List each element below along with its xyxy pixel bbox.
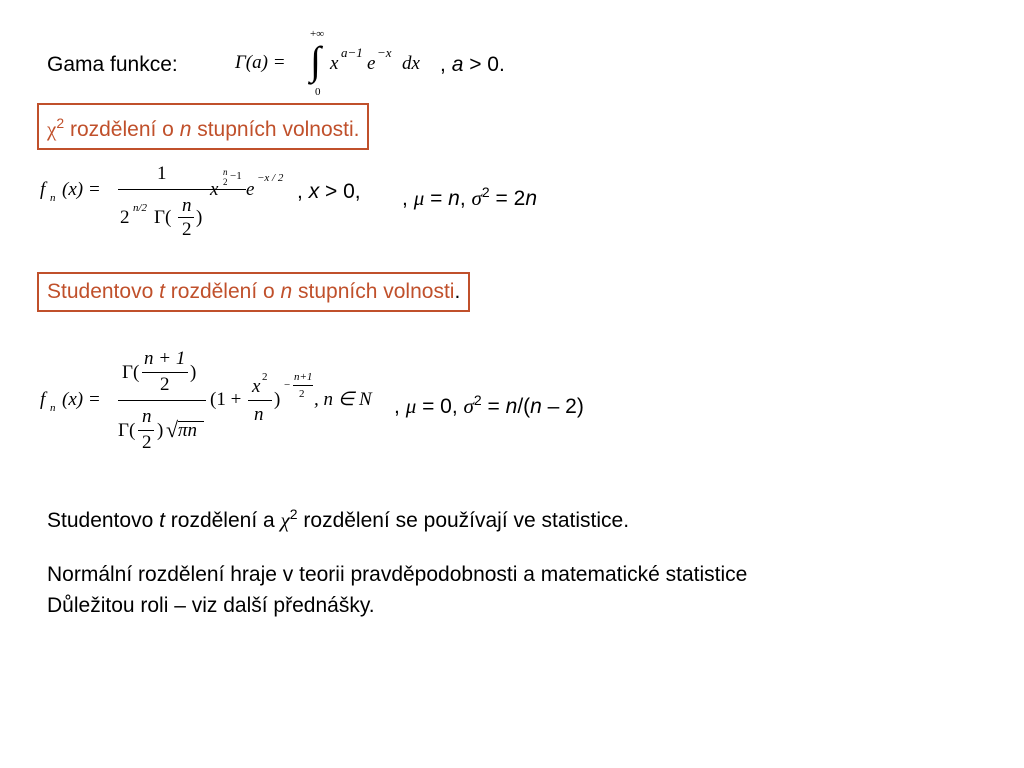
t-num-close: ) (190, 362, 197, 383)
t-exp-2: 2 (299, 388, 305, 400)
t-letter: t (159, 280, 165, 303)
t-frac-n: n (254, 404, 264, 425)
chi-den-n: n (182, 195, 192, 216)
chi-cond1-comma: , (297, 180, 303, 203)
chi-square-formula (40, 160, 300, 255)
chi-den-exp: n/2 (133, 202, 148, 214)
t-sigma: σ (463, 394, 474, 418)
t-res-n1: n (505, 395, 518, 418)
t-res-n2: n (530, 395, 542, 418)
paragraph-normal-line2: Důležitou roli – viz další přednášky. (47, 594, 375, 617)
gamma-e: e (367, 53, 376, 74)
t-x-frac-bar (248, 400, 272, 401)
t-res-end: – 2) (541, 395, 584, 418)
chi-lhs-arg: (x) = (62, 179, 101, 200)
chi-sigma-eq: = 2 (489, 187, 526, 210)
t-sigma-eq: = (481, 395, 506, 418)
t-text-before: Studentovo (47, 280, 160, 303)
t-x2: x (252, 376, 261, 397)
gamma-dx: dx (402, 53, 420, 74)
chi-lhs-f: f (40, 179, 46, 200)
t-num-n1: n + 1 (144, 348, 186, 369)
chi-comma2: , (459, 187, 466, 210)
chi-den-2: 2 (182, 219, 192, 240)
chi-den-base: 2 (120, 207, 130, 228)
p1-sup: 2 (289, 506, 298, 522)
t-paren-close: ) (274, 389, 281, 410)
gamma-formula (230, 26, 440, 101)
p1-before: Studentovo (47, 509, 160, 532)
chi-cond2-comma: , (402, 187, 408, 210)
t-mu: μ (405, 394, 417, 418)
gamma-exp2: −x (377, 45, 392, 60)
t-num-inner-bar (142, 372, 188, 373)
chi-sigma-sup: 2 (481, 184, 490, 200)
t-num-2: 2 (160, 374, 170, 395)
paragraph-normal-line1: Normální rozdělení hraje v teorii pravděpodobnosti a matematické statistice (47, 563, 748, 586)
chi-x-exp-n: n (223, 167, 228, 177)
chi-text-before: rozdělení o (64, 118, 180, 141)
t-lhs-f: f (40, 389, 46, 410)
gamma-cond-var: a (451, 53, 464, 76)
gamma-condition (440, 53, 505, 77)
t-den-2: 2 (142, 432, 152, 453)
chi-n: n (179, 118, 192, 141)
chi-den-gamma: Γ( (154, 207, 172, 228)
gamma-integral-lower: 0 (315, 86, 321, 98)
p1-mid: rozdělení a (164, 509, 281, 532)
chi-sigma: σ (471, 186, 482, 210)
t-paren-open: (1 + (210, 389, 242, 410)
t-period: . (454, 280, 461, 303)
chi-e-exp: −x / 2 (257, 172, 284, 184)
p1-after: rozdělení se používají ve statistice. (297, 509, 630, 532)
t-text-after: stupních volnosti (292, 280, 455, 303)
t-cond-comma: , (394, 395, 400, 418)
t-den-gamma: Γ( (118, 420, 136, 441)
gamma-cond-comma: , (440, 53, 446, 76)
t-num-gamma: Γ( (122, 362, 140, 383)
chi-moments (402, 180, 537, 211)
chi-condition (297, 180, 361, 204)
chi-symbol: χ (47, 117, 57, 141)
chi-mu-eq: = (424, 187, 449, 210)
integral-sign-icon: ∫ (310, 38, 321, 83)
gamma-lhs: Γ(a) = (235, 52, 286, 73)
p1-t: t (159, 509, 165, 532)
t-x2-sup: 2 (262, 371, 268, 383)
gamma-cond-text: > 0. (463, 53, 505, 76)
t-lhs-arg: (x) = (62, 389, 101, 410)
t-mu-eq: = 0, (416, 395, 458, 418)
t-sigma-sup: 2 (473, 392, 482, 408)
chi-numerator: 1 (157, 163, 167, 184)
t-lhs-sub: n (50, 402, 56, 414)
t-domain: , n ∈ N (314, 389, 372, 410)
chi-square-heading-box (37, 103, 369, 150)
t-text-mid: rozdělení o (164, 280, 281, 303)
sqrt-icon: √ (166, 417, 179, 442)
chi-x-exp-2: 2 (223, 177, 228, 187)
chi-den-inner-bar (178, 217, 194, 218)
t-den-inner-bar (138, 430, 154, 431)
t-den-sqrt: πn (178, 420, 198, 441)
chi-x: x (210, 179, 219, 200)
gamma-label: Gama funkce: (47, 53, 178, 76)
t-exp-minus: − (284, 379, 291, 391)
chi-x-exp-tail: −1 (230, 170, 242, 182)
chi-sigma-val: n (525, 187, 538, 210)
chi-lhs-sub: n (50, 192, 56, 204)
chi-mu: μ (413, 186, 425, 210)
chi-fraction-bar (118, 189, 246, 190)
t-n: n (280, 280, 293, 303)
chi-den-close: ) (196, 207, 203, 228)
t-fraction-bar (118, 400, 206, 401)
gamma-x: x (330, 53, 339, 74)
chi-text-after: stupních volnosti. (191, 118, 360, 141)
gamma-integral-upper: +∞ (310, 28, 325, 40)
t-moments (394, 388, 584, 419)
gamma-exp1: a−1 (341, 45, 363, 60)
t-res-mid: /( (517, 395, 531, 418)
student-t-formula (40, 345, 390, 460)
chi-cond1-var: x (308, 180, 320, 203)
t-exp-n1: n+1 (294, 371, 313, 383)
paragraph-usage (47, 502, 629, 533)
t-den-close: ) (157, 420, 164, 441)
t-den-n: n (142, 406, 152, 427)
chi-e: e (246, 179, 255, 200)
student-t-heading-box (37, 272, 470, 312)
p1-chi: χ (280, 508, 290, 532)
t-exp-bar (293, 385, 313, 386)
chi-sup: 2 (56, 115, 65, 131)
chi-cond1-text: > 0, (319, 180, 361, 203)
chi-mu-val: n (448, 187, 460, 210)
